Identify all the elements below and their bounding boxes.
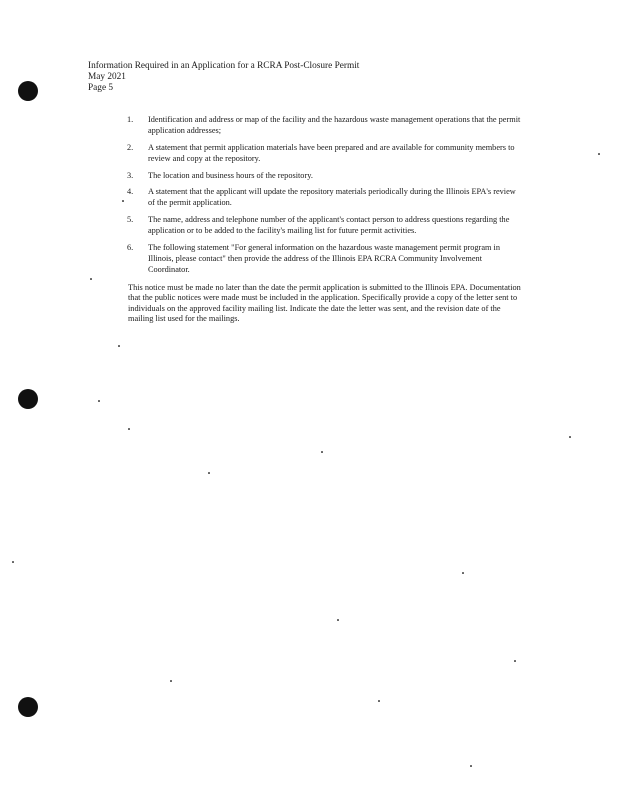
requirements-list	[127, 114, 522, 281]
header-title: Information Required in an Application for a RCRA Post-Closure Permit	[88, 61, 360, 71]
scan-speck	[90, 278, 92, 280]
punch-hole-bottom	[18, 697, 38, 717]
list-item-number: 6.	[127, 242, 134, 252]
closing-paragraph: This notice must be made no later than the date the permit application is submitted to the Illinois EPA. Documentation that the public notices were made must be included in the application. Specifically provide a copy of the letter sent to individuals on the approved facility mailing list. Indicate the date the letter was sent, and the revision date of the mailing list used for the mailings.	[128, 283, 521, 324]
list-item	[127, 114, 522, 136]
scan-speck	[118, 345, 120, 347]
scan-speck	[321, 451, 323, 453]
list-item	[127, 170, 522, 181]
list-item	[127, 214, 522, 236]
list-item-text: Identification and address or map of the facility and the hazardous waste management operations that the permit application addresses;	[148, 115, 521, 135]
scan-speck	[337, 619, 339, 621]
scan-speck	[208, 472, 210, 474]
scan-speck	[122, 200, 124, 202]
punch-hole-middle	[18, 389, 38, 409]
scan-speck	[378, 700, 380, 702]
scan-speck	[462, 572, 464, 574]
list-item	[127, 186, 522, 208]
scan-speck	[470, 765, 472, 767]
scan-speck	[12, 561, 14, 563]
page-header	[88, 61, 359, 95]
punch-hole-top	[18, 81, 38, 101]
list-item-text: The name, address and telephone number of the applicant's contact person to address questions regarding the application or to be added to the facility's mailing list for future permit activities.	[148, 215, 510, 236]
header-date: May 2021	[88, 72, 126, 83]
list-item-number: 4.	[127, 187, 134, 197]
header-page-number: Page 5	[88, 83, 114, 94]
list-item	[127, 142, 522, 164]
list-item-text: A statement that the applicant will update the repository materials periodically during the Illinois EPA's review of the permit application.	[148, 187, 516, 208]
list-item-number: 1.	[127, 115, 134, 124]
list-item-number: 2.	[127, 142, 134, 152]
scan-speck	[170, 680, 172, 682]
list-item	[127, 242, 522, 275]
scan-speck	[98, 400, 100, 402]
list-item-number: 3.	[127, 170, 134, 180]
scan-speck	[128, 428, 130, 430]
scan-speck	[514, 660, 516, 662]
list-item-number: 5.	[127, 215, 134, 225]
scan-speck	[598, 153, 600, 155]
list-item-text: The following statement "For general information on the hazardous waste management permit program in Illinois, please contact" then provide the address of the Illinois EPA RCRA Community Involvement Coordinator.	[148, 242, 500, 274]
scan-speck	[569, 436, 571, 438]
list-item-text: A statement that permit application materials have been prepared and are available for community members to review and copy at the repository.	[148, 142, 515, 163]
list-item-text: The location and business hours of the repository.	[148, 170, 313, 180]
